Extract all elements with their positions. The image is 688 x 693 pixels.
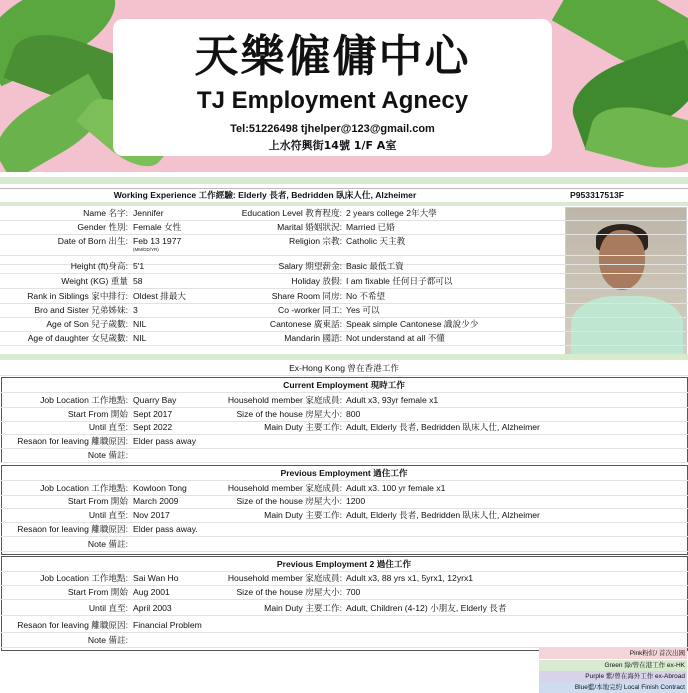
- rank-value: Oldest 排最大: [133, 291, 187, 301]
- house-size-label: Size of the house 房屋大小:: [236, 496, 342, 506]
- candidate-code: P953317513F: [570, 190, 624, 200]
- note-label: Note 備註:: [87, 539, 128, 549]
- start-value: Sept 2017: [133, 409, 173, 419]
- rank-label: Rank in Siblings 家中排行:: [27, 291, 128, 301]
- duty-value: Adult, Children (4-12) 小朋友, Elderly 長者: [346, 603, 507, 613]
- reason-value: Elder pass away: [133, 436, 197, 446]
- employment-title-row: [0, 467, 688, 481]
- profile-row: [0, 304, 688, 318]
- employment-title: Current Employment 現時工作: [283, 380, 405, 390]
- until-label: Until 直至:: [88, 422, 128, 432]
- religion-label: Religion 宗教:: [288, 236, 342, 246]
- until-value: Nov 2017: [133, 510, 170, 520]
- header-banner: [0, 0, 688, 172]
- duty-value: Adult, Elderly 長者, Bedridden 臥床人仕, Alzheimer: [346, 510, 540, 520]
- duty-value: Adult, Elderly 長者, Bedridden 臥床人仕, Alzheimer: [346, 422, 540, 432]
- dob-value: Feb 13 1977: [133, 236, 182, 246]
- weight-label: Weight (KG) 重量: [61, 276, 128, 286]
- ex-hk-label: Ex-Hong Kong 曾在香港工作: [289, 363, 399, 373]
- profile-sheet: [0, 172, 688, 692]
- legend-green: Green 綠/曾在港工作 ex-HK: [539, 660, 687, 671]
- start-value: March 2009: [133, 496, 179, 506]
- marital-value: Married 已婚: [346, 222, 395, 232]
- location-value: Kowloon Tong: [133, 483, 187, 493]
- household-label: Household member 家庭成員:: [227, 573, 342, 583]
- reason-value: Financial Problem: [133, 620, 202, 630]
- spacer-row: [0, 202, 688, 206]
- gender-label: Gender 性別:: [77, 222, 128, 232]
- spacer-row: [0, 178, 688, 184]
- education-value: 2 years college 2年大學: [346, 208, 437, 218]
- employment-row: [0, 449, 688, 463]
- employment-row: [0, 394, 688, 408]
- dob-format-note: (MM/DD/YR): [133, 247, 159, 252]
- profile-row: [0, 290, 688, 304]
- start-value: Aug 2001: [133, 587, 170, 597]
- legend-purple: Purple 紫/曾在海外工作 ex-Abroad: [539, 671, 687, 682]
- house-size-value: 1200: [346, 496, 366, 506]
- employment-row: [0, 509, 688, 523]
- employment-row: [0, 602, 688, 616]
- mandarin-label: Mandarin 國語:: [284, 333, 342, 343]
- note-value: [133, 538, 433, 551]
- household-label: Household member 家庭成員:: [227, 395, 342, 405]
- daughter-age-value: NIL: [133, 333, 147, 343]
- until-label: Until 直至:: [88, 510, 128, 520]
- height-label: Height (ft)身高:: [70, 261, 128, 271]
- start-label: Start From 開始: [67, 409, 128, 419]
- start-label: Start From 開始: [67, 496, 128, 506]
- dob-label: Date of Born 出生:: [57, 236, 128, 246]
- reason-label: Resaon for leaving 離職原因:: [17, 524, 128, 534]
- location-value: Quarry Bay: [133, 395, 177, 405]
- name-label: Name 名字:: [83, 208, 128, 218]
- share-room-value: No 不希望: [346, 291, 386, 301]
- note-value: [133, 449, 433, 462]
- location-value: Sai Wan Ho: [133, 573, 179, 583]
- siblings-value: 3: [133, 305, 138, 315]
- profile-row: [0, 318, 688, 332]
- employment-row: [0, 435, 688, 449]
- employment-row: [0, 495, 688, 509]
- employment-row: [0, 408, 688, 422]
- salary-label: Salary 期望薪金:: [278, 261, 342, 271]
- employment-row: [0, 634, 688, 648]
- house-size-value: 800: [346, 409, 361, 419]
- name-value: Jennifer: [133, 208, 164, 218]
- agency-title-chinese: 天樂僱傭中心: [194, 31, 471, 82]
- profile-row: [0, 235, 688, 256]
- salary-value: Basic 最低工資: [346, 261, 404, 271]
- agency-title-english: TJ Employment Agnecy: [196, 87, 469, 114]
- household-label: Household member 家庭成員:: [227, 483, 342, 493]
- employment-row: [0, 586, 688, 600]
- reason-label: Resaon for leaving 離職原因:: [17, 620, 128, 630]
- reason-value: Elder pass away.: [133, 524, 198, 534]
- daughter-age-label: Age of daughter 女兒歲數:: [27, 333, 128, 343]
- weight-value: 58: [133, 276, 143, 286]
- location-label: Job Location 工作地點:: [40, 573, 128, 583]
- experience-label: Working Experience 工作經驗: Elderly 長者, Bedridden 臥床人仕, Alzheimer: [113, 190, 417, 200]
- employment-row: [0, 538, 688, 552]
- cantonese-value: Speak simple Cantonese 識說少少: [346, 319, 479, 329]
- location-label: Job Location 工作地點:: [40, 395, 128, 405]
- profile-row: [0, 260, 688, 274]
- education-label: Education Level 教育程度:: [241, 208, 342, 218]
- profile-row: [0, 332, 688, 346]
- header-card: [113, 19, 552, 156]
- holiday-value: I am fixable 任何日子都可以: [346, 276, 453, 286]
- employment-title-row: [0, 379, 688, 393]
- reason-label: Resaon for leaving 離職原因:: [17, 436, 128, 446]
- coworker-value: Yes 可以: [346, 305, 380, 315]
- agency-contact: Tel:51226498 tjhelper@123@gmail.com: [230, 123, 435, 135]
- cantonese-label: Cantonese 廣東話:: [269, 319, 342, 329]
- son-age-value: NIL: [133, 319, 147, 329]
- house-size-label: Size of the house 房屋大小:: [236, 409, 342, 419]
- gender-value: Female 女性: [133, 222, 182, 232]
- duty-label: Main Duty 主要工作:: [264, 422, 342, 432]
- son-age-label: Age of Son 兒子歲數:: [46, 319, 128, 329]
- religion-value: Catholic 天主教: [346, 236, 406, 246]
- household-value: Adult x3, 93yr female x1: [346, 395, 439, 405]
- experience-row: [0, 188, 688, 203]
- legend-blue: Blue藍/本地完約 Local Finish Contract: [539, 682, 687, 693]
- until-value: April 2003: [133, 603, 172, 613]
- legend-pink: Pink粉紅/ 首次出國: [539, 648, 687, 659]
- duty-label: Main Duty 主要工作:: [264, 510, 342, 520]
- start-label: Start From 開始: [67, 587, 128, 597]
- employment-row: [0, 572, 688, 586]
- house-size-label: Size of the house 房屋大小:: [236, 587, 342, 597]
- agency-address: 上水符興街14號 1/F A室: [268, 139, 397, 152]
- coworker-label: Co -worker 同工:: [278, 305, 342, 315]
- employment-row: [0, 619, 688, 633]
- employment-row: [0, 421, 688, 435]
- employment-title: Previous Employment 過住工作: [280, 468, 408, 478]
- location-label: Job Location 工作地點:: [40, 483, 128, 493]
- household-value: Adult x3. 100 yr female x1: [346, 483, 446, 493]
- house-size-value: 700: [346, 587, 361, 597]
- household-value: Adult x3, 88 yrs x1, 5yrx1, 12yrx1: [346, 573, 474, 583]
- duty-label: Main Duty 主要工作:: [264, 603, 342, 613]
- profile-row: [0, 207, 688, 221]
- until-value: Sept 2022: [133, 422, 173, 432]
- note-label: Note 備註:: [87, 635, 128, 645]
- share-room-label: Share Room 同房:: [271, 291, 342, 301]
- employment-row: [0, 523, 688, 537]
- mandarin-value: Not understand at all 不懂: [346, 333, 445, 343]
- holiday-label: Holiday 放假:: [291, 276, 342, 286]
- note-label: Note 備註:: [87, 450, 128, 460]
- employment-row: [0, 482, 688, 496]
- profile-row: [0, 221, 688, 235]
- height-value: 5'1: [133, 261, 145, 271]
- ex-hk-row: [0, 362, 688, 376]
- profile-row: [0, 275, 688, 289]
- siblings-label: Bro and Sister 兄弟姊妹:: [34, 305, 128, 315]
- marital-label: Marital 婚姻狀況:: [277, 222, 342, 232]
- employment-title: Previous Employment 2 過住工作: [276, 559, 412, 569]
- spacer-row: [0, 354, 688, 360]
- employment-title-row: [0, 558, 688, 572]
- note-value: [133, 634, 433, 647]
- until-label: Until 直至:: [88, 603, 128, 613]
